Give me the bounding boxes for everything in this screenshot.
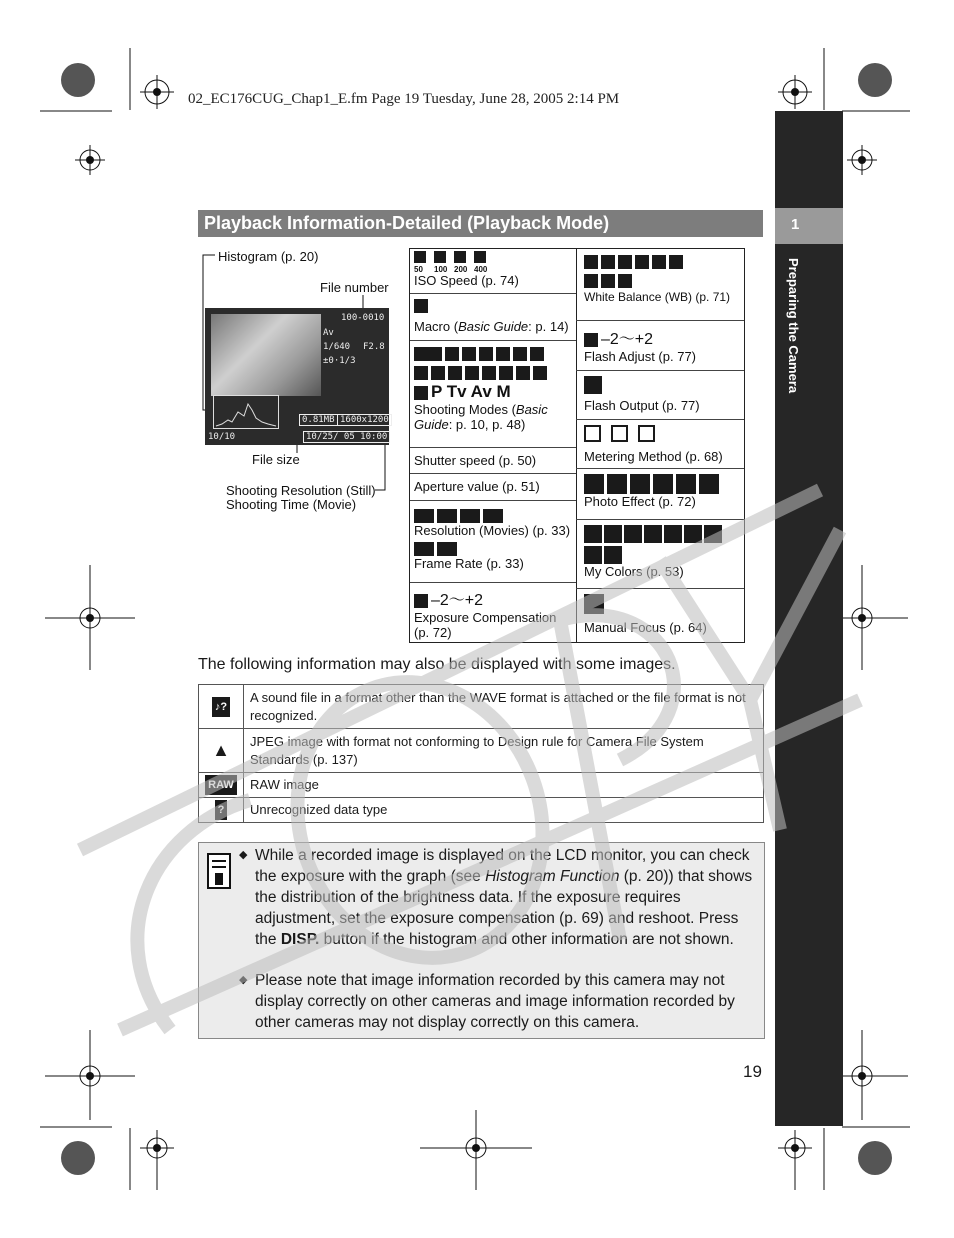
lcd-date-time: 10/25/ 05 10:00 — [303, 432, 390, 442]
shooting-mode-icons-row1 — [414, 345, 574, 361]
flash-adjust-label: Flash Adjust (p. 77) — [584, 349, 696, 364]
lcd-resolution: 1600x1200 — [337, 415, 392, 425]
chapter-title-vertical — [786, 258, 806, 418]
exposure-comp-page: (p. 72) — [414, 625, 452, 640]
shooting-mode-letters: P Tv Av M — [414, 382, 574, 402]
lcd-aperture: F2.8 — [363, 342, 385, 352]
section-title: Playback Information-Detailed (Playback Mode) — [204, 213, 610, 233]
callout-histogram: Histogram (p. 20) — [218, 249, 319, 264]
white-balance-cell — [584, 253, 742, 304]
lcd-mode: Av — [323, 328, 334, 338]
lcd-exposure: ±0·1/3 — [323, 356, 356, 366]
note-bullet-1: ◆ While a recorded image is displayed on the LCD monitor, you can check the exposure with the graph (see Histogram Function (p. 20)) that shows the distribution of the brightness data. If the exposure requires adjustment, set the exposure compensation (p. 69) and reshoot. Press the DISP. button if the histogram and other information are not shown. — [239, 847, 753, 948]
chapter-number: 1 — [791, 216, 800, 233]
evaluative-metering-icon — [584, 425, 601, 442]
lcd-shutter: 1/640 — [323, 342, 351, 352]
iso-200-icon: 200 — [454, 251, 468, 274]
table-cell: JPEG image with format not conforming to Design rule for Camera File System Standards (p. 137) — [244, 729, 764, 773]
header-file-line: 02_EC176CUG_Chap1_E.fm Page 19 Tuesday, June 28, 2005 2:14 PM — [188, 91, 620, 107]
bullet-diamond-icon: ◆ — [239, 849, 248, 861]
iso-400-icon: 400 — [474, 251, 488, 274]
shooting-modes-label: Shooting Modes (Basic — [414, 402, 548, 418]
sound-question-icon: ♪? — [199, 685, 244, 729]
macro-flower-icon — [414, 299, 428, 313]
metering-cell — [584, 425, 723, 464]
iso-50-icon: 50 — [414, 251, 428, 274]
flash-adjust-cell — [584, 326, 696, 364]
lcd-counter: 10/10 — [208, 432, 236, 442]
shooting-mode-icons-row2 — [414, 365, 574, 381]
macro-cell — [414, 297, 569, 334]
flash-output-cell — [584, 376, 700, 413]
page-number: 19 — [743, 1062, 762, 1081]
callout-shooting-time: Shooting Time (Movie) — [226, 497, 357, 512]
flash-output-label: Flash Output (p. 77) — [584, 398, 700, 413]
lcd-display — [205, 308, 389, 445]
frame-rate-label: Frame Rate (p. 33) — [414, 556, 524, 572]
copy-watermark — [60, 470, 900, 1170]
intro-text: The following information may also be displayed with some images. — [198, 656, 676, 673]
resolution-movies-label: Resolution (Movies) (p. 33) — [414, 522, 571, 538]
metering-icons — [584, 425, 723, 445]
white-balance-icons-row1 — [584, 253, 742, 269]
flash-adjust-icon — [584, 333, 598, 347]
question-icon: ? — [199, 798, 244, 823]
table-cell: A sound file in a format other than the WAVE format is attached or the file format is not recognized. — [244, 685, 764, 729]
exposure-comp-label: Exposure Compensation — [414, 610, 557, 625]
metering-label: Metering Method (p. 68) — [584, 449, 723, 464]
section-title-bar — [198, 210, 763, 237]
photo-effect-label: Photo Effect (p. 72) — [584, 494, 696, 509]
iso-100-icon: 100 — [434, 251, 448, 274]
lcd-file-number: 100-0010 — [341, 313, 385, 323]
callout-resolution-still: Shooting Resolution (Still) — [226, 483, 376, 498]
warning-icon: ▲ — [199, 729, 244, 773]
shooting-modes-label-line2: Guide: p. 10, p. 48) — [414, 417, 526, 433]
raw-icon: RAW — [199, 773, 244, 798]
iso-speed-cell — [414, 251, 519, 288]
flash-output-icon — [584, 376, 602, 394]
movie-icon — [414, 386, 428, 400]
table-cell: Unrecognized data type — [244, 798, 764, 823]
flash-adjust-range: –2～+2 — [584, 326, 696, 349]
exposure-range: –2～+2 — [414, 587, 556, 610]
shutter-speed-label: Shutter speed (p. 50) — [414, 453, 537, 468]
lcd-photo-thumbnail — [211, 314, 321, 396]
note-bullet-2: ◆ Please note that image information recorded by this camera may not display correctly on other cameras and image information recorded by other cameras may not display correctly on this camera. — [239, 972, 735, 1031]
center-weighted-icon — [611, 425, 628, 442]
spot-metering-icon — [638, 425, 655, 442]
aperture-value-label: Aperture value (p. 51) — [414, 479, 540, 494]
macro-label: Macro (Basic Guide: p. 14) — [414, 319, 569, 334]
callout-file-number: File number — [320, 280, 389, 295]
my-colors-label: My Colors (p. 53) — [584, 564, 684, 579]
callout-file-size: File size — [252, 452, 300, 467]
table-cell: RAW image — [244, 773, 764, 798]
white-balance-icons-row2 — [584, 273, 742, 289]
white-balance-label: White Balance (WB) (p. 71) — [584, 290, 731, 305]
chapter-number-box — [775, 208, 843, 244]
bullet-diamond-icon: ◆ — [239, 974, 248, 986]
lcd-file-size: 0.81MB — [299, 415, 338, 425]
histogram-graph — [213, 395, 279, 429]
shooting-modes-cell — [414, 345, 574, 432]
iso-speed-label: ISO Speed (p. 74) — [414, 273, 519, 288]
chapter-title: Preparing the Camera — [786, 258, 801, 394]
manual-focus-label: Manual Focus (p. 64) — [584, 620, 707, 635]
